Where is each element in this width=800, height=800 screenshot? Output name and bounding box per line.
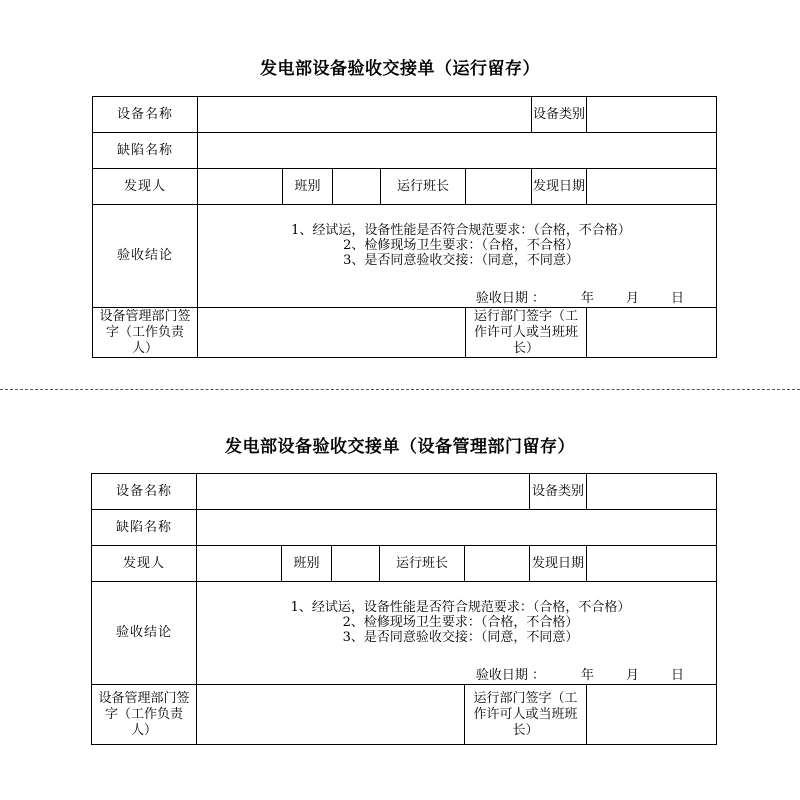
conclusion-item: 1、经试运，设备性能是否符合规范要求：（合格，不合格） [290,600,631,615]
conclusion-item: 3、是否同意验收交接：（同意，不同意） [342,630,579,645]
device-name-field[interactable] [197,474,530,510]
mgmt-sign-field[interactable] [198,308,466,358]
acceptance-table [91,473,717,745]
conclusion-item: 3、是否同意验收交接：（同意，不同意） [343,253,579,268]
year-label: 年 [581,668,595,683]
defect-name-field[interactable] [198,133,717,169]
acceptance-date [197,668,716,684]
device-type-label: 设备类别 [532,97,587,133]
ops-sign-label: 运行部门签字（工作许可人或当班班长） [465,685,587,745]
shift-leader-label: 运行班长 [380,546,465,582]
month-label: 月 [626,668,640,683]
device-type-field[interactable] [587,474,717,510]
shift-leader-field[interactable] [465,546,530,582]
form-title: 发电部设备验收交接单（设备管理部门留存） [225,437,575,457]
team-label: 班别 [282,546,332,582]
defect-name-label: 缺陷名称 [92,510,197,546]
finder-label: 发现人 [93,169,198,205]
conclusion-cell[interactable] [197,582,717,685]
ops-sign-label: 运行部门签字（工作许可人或当班班长） [466,308,587,358]
acceptance-date [198,291,716,307]
device-type-label: 设备类别 [530,474,587,510]
team-field[interactable] [332,546,380,582]
defect-name-label: 缺陷名称 [93,133,198,169]
shift-leader-field[interactable] [466,169,532,205]
cut-line [0,389,800,390]
month-label: 月 [626,291,640,306]
found-date-field[interactable] [587,546,717,582]
conclusion-item: 1、经试运，设备性能是否符合规范要求：（合格，不合格） [291,223,631,238]
found-date-label: 发现日期 [530,546,587,582]
conclusion-item: 2、检修现场卫生要求：（合格，不合格） [343,238,579,253]
device-name-label: 设备名称 [92,474,197,510]
found-date-label: 发现日期 [532,169,587,205]
device-type-field[interactable] [587,97,717,133]
finder-field[interactable] [198,169,283,205]
team-field[interactable] [333,169,381,205]
finder-label: 发现人 [92,546,197,582]
conclusion-label: 验收结论 [92,582,197,685]
form-title: 发电部设备验收交接单（运行留存） [260,59,540,79]
shift-leader-label: 运行班长 [381,169,466,205]
finder-field[interactable] [197,546,282,582]
ops-sign-field[interactable] [587,308,717,358]
conclusion-item: 2、检修现场卫生要求：（合格，不合格） [342,615,579,630]
conclusion-label: 验收结论 [93,205,198,308]
mgmt-sign-label: 设备管理部门签字（工作负责人） [92,685,197,745]
mgmt-sign-label: 设备管理部门签字（工作负责人） [93,308,198,358]
device-name-label: 设备名称 [93,97,198,133]
acceptance-date-label: 验收日期 ： [475,291,546,306]
day-label: 日 [671,291,685,306]
acceptance-table [92,96,717,358]
conclusion-cell[interactable] [198,205,717,308]
mgmt-sign-field[interactable] [197,685,465,745]
day-label: 日 [671,668,685,683]
acceptance-date-label: 验收日期 ： [475,668,546,683]
device-name-field[interactable] [198,97,532,133]
year-label: 年 [581,291,595,306]
defect-name-field[interactable] [197,510,717,546]
found-date-field[interactable] [587,169,717,205]
ops-sign-field[interactable] [587,685,717,745]
team-label: 班别 [283,169,333,205]
